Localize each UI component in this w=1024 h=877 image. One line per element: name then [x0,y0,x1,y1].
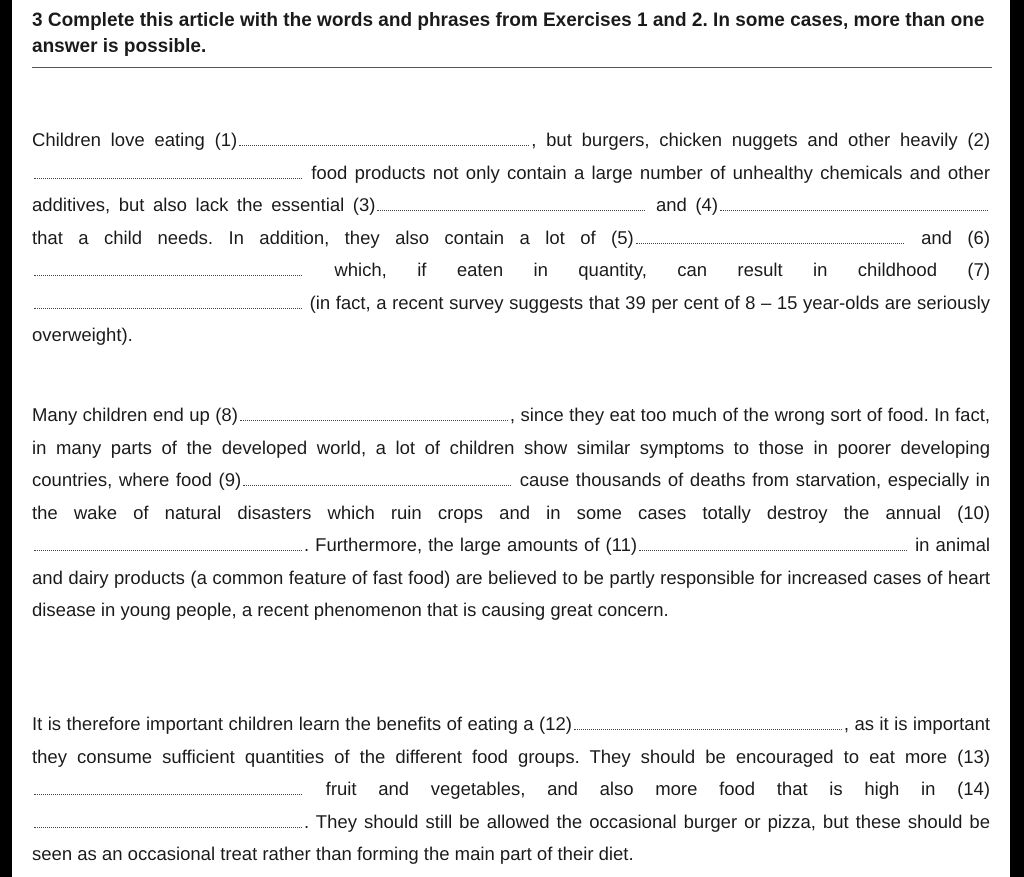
article-paragraph-3 [32,708,990,871]
blank-8[interactable] [240,406,508,421]
blank-13[interactable] [34,780,302,795]
text: and (6) [905,226,991,248]
text: Children love eating (1) [32,129,238,150]
text: in animal and dairy products (a common feature of fast food) are believed to be partly responsible for increased cases of heart disease in young people, a recent phenomenon that is causing great concern. [32,534,990,620]
text: It is therefore important children learn the benefits of eating a (12) [32,713,572,734]
blank-10[interactable] [34,536,302,551]
blank-11[interactable] [639,536,907,551]
blank-4[interactable] [720,196,988,211]
blank-6[interactable] [34,261,302,276]
text: that a child needs. In addition, they also contain a lot of (5) [32,226,634,248]
blank-9[interactable] [243,471,511,486]
text: (in fact, a recent survey suggests that 39 per cent of 8 – 15 year-olds are seriously overweight). [32,291,990,345]
blank-3[interactable] [377,196,645,211]
text: . Furthermore, the large amounts of (11) [304,534,638,555]
exercise-instruction: 3 Complete this article with the words and phrases from Exercises 1 and 2. In some cases, more than one answer is possible. [32,10,985,57]
text: . They should still be allowed the occasional burger or pizza, but these should be seen as an occasional treat rather than forming the main part of their diet. [32,810,990,864]
text: fruit and vegetables, and also more food that is high in (14) [304,778,990,799]
text: which, if eaten in quantity, can result in childhood (7) [304,259,990,280]
blank-1[interactable] [239,131,529,146]
text: , but burgers, chicken nuggets and other heavily (2) [531,129,990,150]
worksheet-page [12,0,1010,877]
blank-7[interactable] [34,294,302,309]
article-paragraph-2 [32,399,990,627]
blank-5[interactable] [636,229,904,244]
text: and (4) [647,194,718,215]
divider [32,67,992,68]
blank-12[interactable] [574,715,842,730]
text: food products not only contain a large number of unhealthy chemicals and other additives, but also lack the essential (3) [32,161,990,215]
blank-2[interactable] [34,164,302,179]
text: , since they eat too much of the wrong sort of food. In fact, in many parts of the developed world, a lot of children show similar symptoms to those in poorer developing countries, where food (9) [32,404,990,490]
text: , as it is important they consume sufficient quantities of the different food groups. They should be encouraged to eat more (13) [32,713,990,767]
article-paragraph-1 [32,124,990,352]
text: Many children end up (8) [32,404,238,425]
blank-14[interactable] [34,813,302,828]
text: cause thousands of deaths from starvation, especially in the wake of natural disasters which ruin crops and in some cases totally destroy the annual (10) [32,469,991,523]
